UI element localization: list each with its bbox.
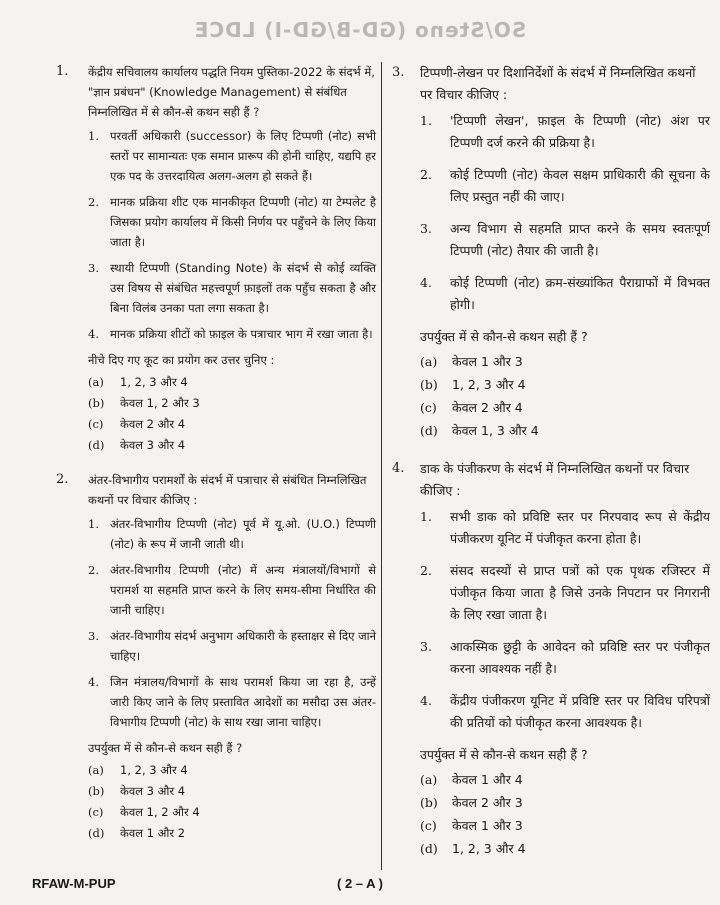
statement-text: मानक प्रक्रिया शीट एक मानकीकृत टिप्पणी (नोट) या टेम्पलेट है जिसका प्रयोग कार्यालय में किसी निर्णय पर पहुँचने के लिए किया जाता है। [110, 195, 376, 249]
option-text: केवल 3 और 4 [120, 784, 186, 798]
statement-text: अंतर-विभागीय टिप्पणी (नोट) में अन्य मंत्रालयों/विभागों से परामर्श या सहमति प्राप्त करने के लिए समय-सीमा निर्धारित की जानी चाहिए। [110, 563, 376, 617]
statement-item [88, 560, 376, 620]
option-item [88, 372, 376, 393]
option-text: केवल 1 और 3 [452, 354, 523, 369]
statement-item [420, 690, 710, 734]
answer-prompt: नीचे दिए गए कूट का प्रयोग कर उत्तर चुनिए : [88, 353, 275, 367]
statement-number: 4. [420, 275, 432, 290]
statement-item [88, 324, 376, 344]
question-stem: अंतर-विभागीय परामर्शों के संदर्भ में पत्राचार से संबंधित निम्नलिखित कथनों पर विचार कीजिए : [88, 473, 367, 507]
statement-text: जिन मंत्रालय/विभागों के साथ परामर्श किया जा रहा है, उन्हें जारी किए जाने के लिए प्रस्तावित आदेशों का मसौदा उस अंतर-विभागीय टिप्पणी (नोट) के साथ रखा जाना चाहिए। [110, 675, 376, 729]
statement-list [88, 514, 376, 732]
option-letter: (a) [88, 763, 104, 777]
statement-item [88, 514, 376, 554]
statement-item [88, 258, 376, 318]
option-letter: (d) [420, 423, 438, 438]
option-letter: (d) [420, 841, 438, 856]
option-item [420, 768, 710, 791]
option-item [88, 781, 376, 802]
question-stem: टिप्पणी-लेखन पर दिशानिर्देशों के संदर्भ में निम्नलिखित कथनों पर विचार कीजिए : [420, 65, 696, 102]
option-letter: (d) [88, 438, 105, 452]
option-item [420, 837, 710, 860]
option-text: केवल 1 और 4 [452, 772, 523, 787]
page-number: ( 2 – A ) [337, 876, 383, 891]
option-item [420, 814, 710, 837]
option-text: 1, 2, 3 और 4 [452, 841, 526, 856]
statement-number: 1. [420, 113, 432, 128]
option-item [420, 791, 710, 814]
option-item [88, 435, 376, 456]
statement-text: मानक प्रक्रिया शीटों को फ़ाइल के पत्राचार भाग में रखा जाता है। [110, 327, 373, 341]
option-text: केवल 2 और 4 [452, 400, 523, 415]
option-letter: (a) [420, 772, 438, 787]
option-text: केवल 2 और 4 [120, 417, 186, 431]
statement-number: 2. [88, 563, 99, 577]
statement-item [420, 560, 710, 626]
option-text: केवल 1, 2 और 4 [120, 805, 200, 819]
option-letter: (b) [420, 377, 438, 392]
statement-text: स्थायी टिप्पणी (Standing Note) के संदर्भ से कोई व्यक्ति उस विषय से संबंधित महत्त्वपूर्ण फ़ाइलों तक पहुँच सकता है और बिना विलंब उनका पता लगा सकता है। [110, 261, 376, 315]
statement-number: 2. [420, 167, 432, 182]
statement-number: 4. [420, 693, 432, 708]
option-text: केवल 1, 3 और 4 [452, 423, 539, 438]
option-item [88, 823, 376, 844]
option-letter: (c) [420, 400, 437, 415]
option-letter: (c) [88, 417, 104, 431]
question-block [392, 458, 710, 860]
option-text: 1, 2, 3 और 4 [120, 375, 188, 389]
option-letter: (b) [88, 396, 105, 410]
statement-list [420, 110, 710, 316]
statement-item [88, 626, 376, 666]
statement-number: 1. [420, 509, 432, 524]
option-letter: (a) [420, 354, 438, 369]
option-text: 1, 2, 3 और 4 [120, 763, 188, 777]
option-letter: (b) [420, 795, 438, 810]
statement-number: 3. [420, 221, 432, 236]
statement-text: अंतर-विभागीय टिप्पणी (नोट) पूर्व में यू.ओ. (U.O.) टिप्पणी (नोट) के रूप में जानी जाती थी। [110, 517, 376, 551]
option-text: केवल 1, 2 और 3 [120, 396, 200, 410]
statement-item [88, 192, 376, 252]
statement-text: संसद सदस्यों से प्राप्त पत्रों को एक पृथक रजिस्टर में पंजीकृत किया जाता है जिसे उनके निपटान पर निगरानी के लिए रखा जाता है। [450, 563, 710, 622]
statement-number: 2. [420, 563, 432, 578]
statement-list [420, 506, 710, 734]
right-column [392, 62, 710, 860]
statement-item [420, 636, 710, 680]
option-text: 1, 2, 3 और 4 [452, 377, 526, 392]
option-letter: (d) [88, 826, 105, 840]
statement-text: कोई टिप्पणी (नोट) क्रम-संख्यांकित पैराग्राफों में विभक्त होगी। [450, 275, 710, 312]
statement-text: अंतर-विभागीय संदर्भ अनुभाग अधिकारी के हस्ताक्षर से दिए जाने चाहिए। [110, 629, 377, 663]
statement-item [420, 218, 710, 262]
option-item [420, 350, 710, 373]
option-list [420, 768, 710, 860]
answer-prompt: उपर्युक्त में से कौन-से कथन सही हैं ? [420, 747, 588, 762]
question-block [56, 470, 376, 844]
left-column [56, 62, 376, 844]
statement-text: कोई टिप्पणी (नोट) केवल सक्षम प्राधिकारी की सूचना के लिए प्रस्तुत नहीं की जाए। [450, 167, 710, 204]
statement-item [88, 126, 376, 186]
statement-text: केंद्रीय पंजीकरण यूनिट में प्रविष्टि स्तर पर विविध परिपत्रों की प्रतियों को पंजीकृत करना आवश्यक है। [450, 693, 710, 730]
statement-number: 3. [88, 261, 99, 275]
statement-number: 1. [88, 517, 99, 531]
option-letter: (c) [420, 818, 437, 833]
statement-number: 1. [88, 129, 99, 143]
statement-item [88, 672, 376, 732]
mirrored-header-text: SO/Steno (GD-B/GD-I) LDCE [193, 18, 527, 42]
option-list [88, 760, 376, 844]
question-block [392, 62, 710, 442]
question-number: 1. [56, 64, 69, 79]
statement-item [420, 506, 710, 550]
option-item [88, 802, 376, 823]
statement-number: 3. [88, 629, 99, 643]
statement-text: सभी डाक को प्रविष्टि स्तर पर निरपवाद रूप से केंद्रीय पंजीकरण यूनिट में पंजीकृत करना होता है। [450, 509, 710, 546]
answer-prompt: उपर्युक्त में से कौन-से कथन सही हैं ? [420, 329, 588, 344]
question-number: 3. [392, 65, 405, 80]
page-footer [0, 876, 720, 896]
option-list [88, 372, 376, 456]
statement-text: अन्य विभाग से सहमति प्राप्त करने के समय स्वतःपूर्ण टिप्पणी (नोट) तैयार की जाती है। [450, 221, 710, 258]
statement-item [420, 164, 710, 208]
option-letter: (b) [88, 784, 105, 798]
statement-list [88, 126, 376, 344]
option-list [420, 350, 710, 442]
paper-code: RFAW-M-PUP [32, 876, 116, 891]
option-item [88, 760, 376, 781]
column-divider [381, 62, 382, 870]
question-number: 2. [56, 472, 69, 487]
option-text: केवल 3 और 4 [120, 438, 186, 452]
question-block [56, 62, 376, 456]
option-item [420, 373, 710, 396]
option-text: केवल 2 और 3 [452, 795, 523, 810]
option-text: केवल 1 और 3 [452, 818, 523, 833]
statement-item [420, 110, 710, 154]
statement-text: आकस्मिक छुट्टी के आवेदन को प्रविष्टि स्तर पर पंजीकृत करना आवश्यक नहीं है। [450, 639, 710, 676]
option-item [420, 396, 710, 419]
option-item [420, 419, 710, 442]
question-number: 4. [392, 461, 405, 476]
answer-prompt: उपर्युक्त में से कौन-से कथन सही हैं ? [88, 741, 243, 755]
statement-text: परवर्ती अधिकारी (successor) के लिए टिप्पणी (नोट) सभी स्तरों पर सामान्यतः एक समान प्रारूप की होनी चाहिए, यद्यपि हर एक पद के उत्तरदायित्व अलग-अलग हो सकते हैं। [110, 129, 376, 183]
statement-number: 4. [88, 327, 99, 341]
question-stem: केंद्रीय सचिवालय कार्यालय पद्धति नियम पुस्तिका-2022 के संदर्भ में, "ज्ञान प्रबंधन" (Knowledge Management) से संबंधित निम्नलिखित में से कौन-से कथन सही हैं ? [88, 65, 375, 119]
option-item [88, 414, 376, 435]
statement-number: 3. [420, 639, 432, 654]
option-item [88, 393, 376, 414]
option-text: केवल 1 और 2 [120, 826, 186, 840]
statement-number: 2. [88, 195, 99, 209]
statement-item [420, 272, 710, 316]
question-stem: डाक के पंजीकरण के संदर्भ में निम्नलिखित कथनों पर विचार कीजिए : [420, 461, 690, 498]
option-letter: (a) [88, 375, 104, 389]
option-letter: (c) [88, 805, 104, 819]
statement-number: 4. [88, 675, 99, 689]
statement-text: 'टिप्पणी लेखन', फ़ाइल के टिप्पणी (नोट) अंश पर टिप्पणी दर्ज करने की प्रक्रिया है। [450, 113, 710, 150]
